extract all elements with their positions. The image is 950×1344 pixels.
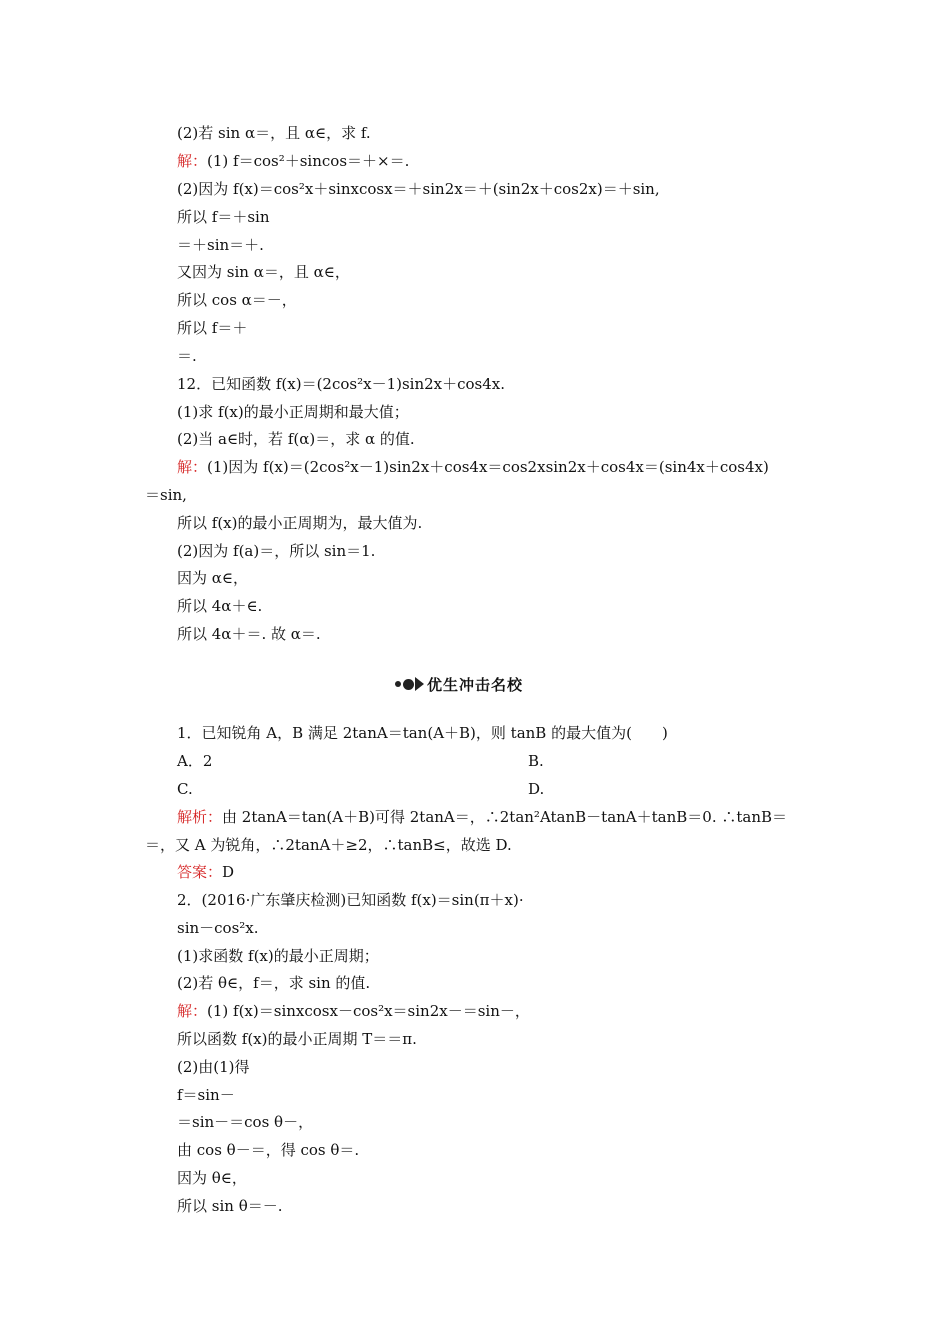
analysis-line [177, 807, 787, 827]
answer-text: D [222, 863, 235, 881]
analysis-text: 由 2tanA＝tan(A＋B)可得 2tanA＝，∴2tan²AtanB－tanA＋tanB＝0. ∴tanB＝ [222, 808, 788, 826]
text-line: 由 cos θ－＝，得 cos θ＝. [177, 1141, 360, 1159]
text-line: (2)当 a∈时，若 f(α)＝，求 α 的值. [177, 430, 415, 448]
question-line: 12．已知函数 f(x)＝(2cos²x－1)sin2x＋cos4x. [177, 375, 506, 393]
solution-label: 解： [177, 1002, 208, 1020]
text-line: (2)由(1)得 [177, 1058, 250, 1076]
option-a: A．2 [177, 752, 213, 770]
section-title [395, 674, 523, 694]
text-line: 所以 sin θ＝－. [177, 1197, 283, 1215]
play-triangle-icon [415, 677, 424, 691]
bullet-dot-large-icon [403, 679, 414, 690]
text-line: sin－cos²x. [177, 919, 259, 937]
text-line: 所以 cos α＝－， [177, 291, 297, 309]
text-line: (2)若 θ∈，f＝，求 sin 的值. [177, 974, 371, 992]
solution-text: (1) f(x)＝sinxcosx－cos²x＝sin2x－＝sin－， [207, 1002, 530, 1020]
text-line: (1)求 f(x)的最小正周期和最大值； [177, 403, 409, 421]
text-line: (1)求函数 f(x)的最小正周期； [177, 947, 379, 965]
text-line: f＝sin－ [177, 1086, 235, 1104]
question-line: 2．(2016·广东肇庆检测)已知函数 f(x)＝sin(π＋x)· [177, 891, 524, 909]
text-line: 所以 f(x)的最小正周期为，最大值为. [177, 514, 423, 532]
text-line: ＝sin－＝cos θ－， [177, 1113, 314, 1131]
text-line: (2)因为 f(x)＝cos²x＋sinxcosx＝＋sin2x＝＋(sin2x＋cos2x)＝＋sin, [177, 180, 660, 198]
text-line: 所以函数 f(x)的最小正周期 T＝＝π. [177, 1030, 417, 1048]
text-line: ＝sin, [145, 486, 187, 504]
bullet-dot-icon [395, 681, 401, 687]
answer-label: 答案： [177, 863, 223, 881]
option-d: D. [528, 780, 545, 798]
text-line: 所以 f＝＋ [177, 319, 248, 337]
analysis-label: 解析： [177, 808, 223, 826]
section-title-text: 优生冲击名校 [427, 675, 524, 694]
text-line: ＝. [177, 347, 197, 365]
text-line: 所以 f＝＋sin [177, 208, 270, 226]
solution-label: 解： [177, 458, 208, 476]
text-line: 因为 α∈， [177, 569, 249, 587]
text-line: 又因为 sin α＝，且 α∈， [177, 263, 350, 281]
option-b: B. [528, 752, 544, 770]
answer-line [177, 862, 234, 882]
text-line: 因为 θ∈， [177, 1169, 247, 1187]
text-line: ＝，又 A 为锐角，∴2tanA＋≥2，∴tanB≤，故选 D. [145, 836, 512, 854]
option-c: C. [177, 780, 193, 798]
solution-line [177, 1001, 530, 1021]
solution-text: (1)因为 f(x)＝(2cos²x－1)sin2x＋cos4x＝cos2xsin2x＋cos4x＝(sin4x＋cos4x) [207, 458, 769, 476]
solution-line [177, 457, 769, 477]
text-line: ＝＋sin＝＋. [177, 236, 264, 254]
text-line: 所以 4α＋＝. 故 α＝. [177, 625, 321, 643]
solution-text: (1) f＝cos²＋sincos＝＋×＝. [207, 152, 410, 170]
solution-label: 解： [177, 152, 208, 170]
question-line: 1．已知锐角 A，B 满足 2tanA＝tan(A＋B)，则 tanB 的最大值为( ) [177, 724, 668, 742]
solution-line [177, 151, 409, 171]
text-line: 所以 4α＋∈. [177, 597, 263, 615]
text-line: (2)因为 f(a)＝，所以 sin＝1. [177, 542, 376, 560]
text-line: (2)若 sin α＝，且 α∈，求 f. [177, 124, 371, 142]
